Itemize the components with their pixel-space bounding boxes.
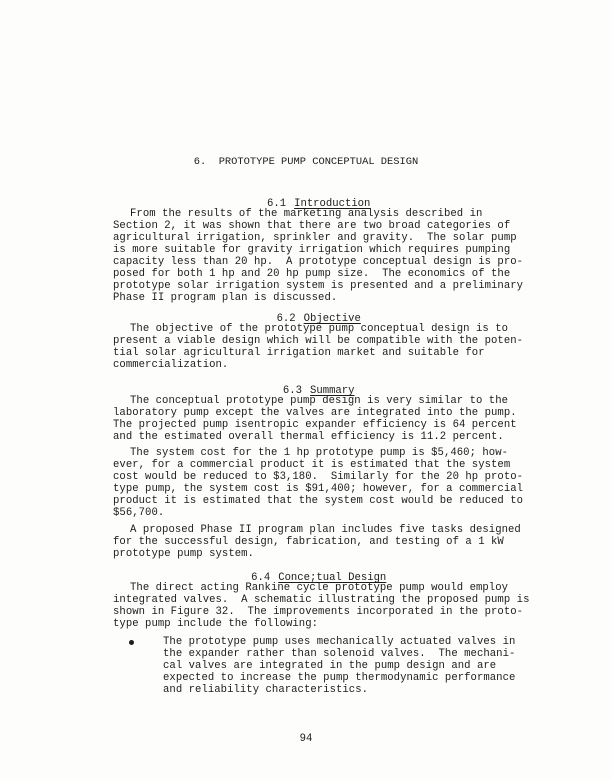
paragraph-line: and the estimated overall thermal efficiency is 11.2 percent.	[113, 431, 504, 443]
section-number: 6.2	[276, 313, 296, 325]
section-title: Introduction	[294, 198, 371, 210]
paragraph-line: laboratory pump except the valves are integrated into the pump.	[113, 407, 517, 419]
paragraph-line: type pump, the system cost is $91,400; however, for a commercial	[113, 483, 524, 495]
section-title: Objective	[303, 313, 361, 325]
paragraph-line: A proposed Phase II program plan includes five tasks designed	[130, 524, 521, 536]
bullet-line: expected to increase the pump thermodynamic performance	[163, 672, 516, 684]
chapter-title: 6. PROTOTYPE PUMP CONCEPTUAL DESIGN	[193, 156, 419, 168]
paragraph-line: prototype solar irrigation system is presented and a preliminary	[113, 280, 524, 292]
paragraph-line: The objective of the prototype pump conceptual design is to	[130, 323, 509, 335]
paragraph-line: capacity less than 20 hp. A prototype conceptual design is pro-	[113, 256, 524, 268]
paragraph-line: tial solar agricultural irrigation market and suitable for	[113, 347, 485, 359]
paragraph-line: prototype pump system.	[113, 548, 254, 560]
paragraph-line: From the results of the marketing analysis described in	[130, 208, 483, 220]
section-number: 6.4	[251, 572, 271, 584]
paragraph-line: The direct acting Rankine cycle prototype pump would employ	[130, 582, 509, 594]
page-number: 94	[299, 733, 313, 745]
paragraph-line: for the successful design, fabrication, and testing of a 1 kW	[113, 536, 504, 548]
bullet-line: and reliability characteristics.	[163, 684, 369, 696]
paragraph-line: commercialization.	[113, 359, 229, 371]
section-number: 6.1	[267, 198, 287, 210]
paragraph-line: agricultural irrigation, sprinkler and gravity. The solar pump	[113, 232, 517, 244]
bullet-icon	[129, 640, 134, 645]
section-title: Conce;tual Design	[278, 572, 387, 584]
paragraph-line: Section 2, it was shown that there are two broad categories of	[113, 220, 511, 232]
bullet-line: the expander rather than solenoid valves. The mechani-	[163, 648, 516, 660]
paragraph-line: $56,700.	[113, 507, 165, 519]
paragraph-line: The conceptual prototype pump design is very similar to the	[130, 395, 509, 407]
paragraph-line: present a viable design which will be compatible with the poten-	[113, 335, 524, 347]
section-number: 6.3	[282, 385, 302, 397]
paragraph-line: type pump include the following:	[113, 618, 319, 630]
paragraph-line: integrated valves. A schematic illustrating the proposed pump is	[113, 594, 530, 606]
paragraph-line: shown in Figure 32. The improvements incorporated in the proto-	[113, 606, 524, 618]
paragraph-line: is more suitable for gravity irrigation which requires pumping	[113, 244, 511, 256]
paragraph-line: The system cost for the 1 hp prototype pump is $5,460; how-	[130, 447, 509, 459]
bullet-line: The prototype pump uses mechanically actuated valves in	[163, 636, 516, 648]
section-title: Summary	[310, 385, 355, 397]
paragraph-line: cost would be reduced to $3,180. Similarly for the 20 hp proto-	[113, 471, 524, 483]
paragraph-line: ever, for a commercial product it is estimated that the system	[113, 459, 511, 471]
paragraph-line: Phase II program plan is discussed.	[113, 292, 338, 304]
paragraph-line: posed for both 1 hp and 20 hp pump size. The economics of the	[113, 268, 511, 280]
paragraph-line: product it is estimated that the system cost would be reduced to	[113, 495, 524, 507]
bullet-line: cal valves are integrated in the pump design and are	[163, 660, 497, 672]
paragraph-line: The projected pump isentropic expander efficiency is 64 percent	[113, 419, 517, 431]
